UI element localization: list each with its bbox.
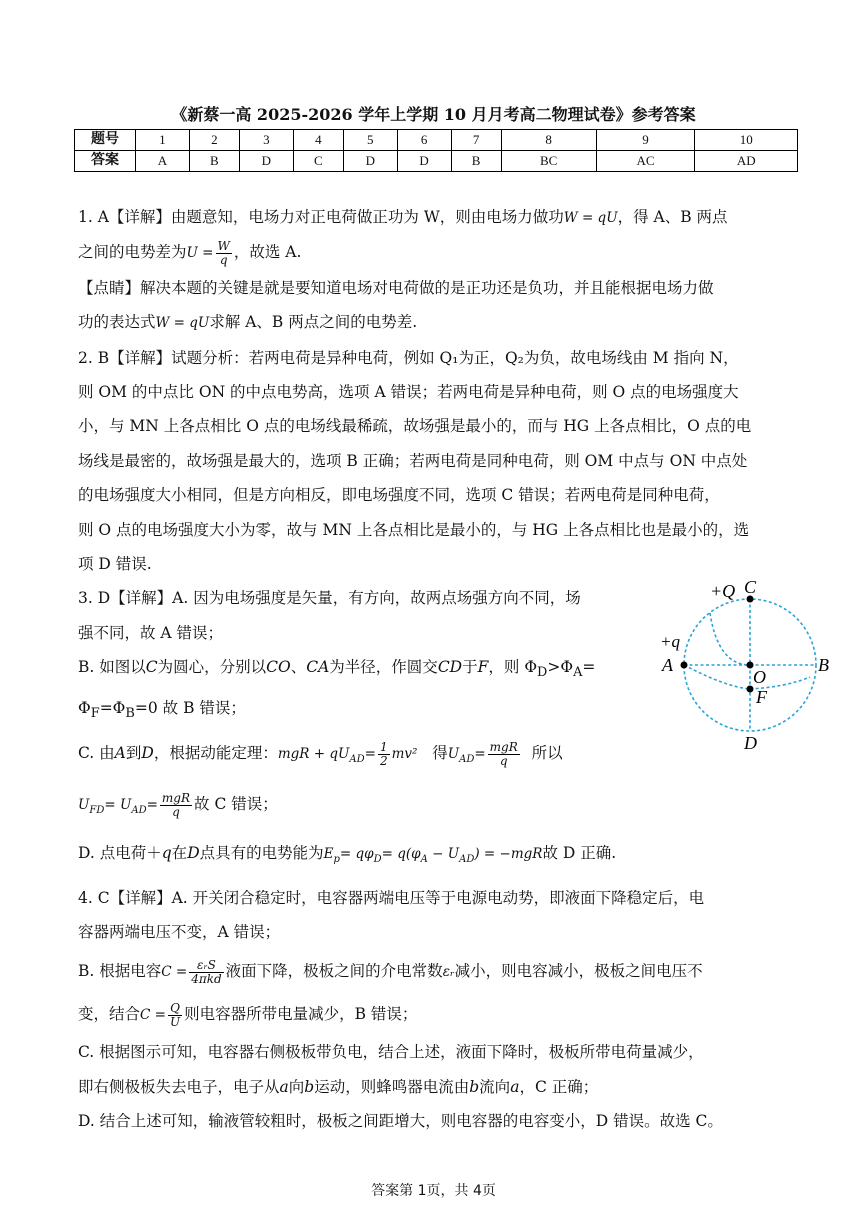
fraction xyxy=(488,741,520,768)
symbol: CD xyxy=(437,658,463,677)
formula: C = xyxy=(140,1007,166,1024)
answer-table-number-row xyxy=(75,130,798,151)
symbol: A xyxy=(114,744,126,763)
text: 即右侧极板失去电子，电子从 xyxy=(78,1077,280,1096)
numerator: mgR xyxy=(161,790,191,805)
fraction xyxy=(160,792,192,819)
text: 点具有的电势能为 xyxy=(199,844,324,863)
text: 在 xyxy=(171,844,188,863)
formula: C = xyxy=(161,964,188,981)
table-cell: D xyxy=(239,151,293,172)
label-plus-q-small: +q xyxy=(660,632,680,651)
formula: W = qU xyxy=(563,210,618,226)
formula: ) = −mgR xyxy=(474,846,543,863)
text: 所以 xyxy=(531,744,563,763)
denominator: q xyxy=(219,252,228,267)
q3-line-1: 3. D【详解】A. 因为电场强度是矢量，有方向，故两点场强方向不同，场 xyxy=(78,589,581,608)
text: 故 C 错误； xyxy=(194,795,278,814)
fraction xyxy=(378,741,390,768)
symbol: εᵣ xyxy=(442,964,455,981)
formula: − U xyxy=(427,846,460,863)
text: ，故选 A. xyxy=(233,243,302,262)
table-cell: AC xyxy=(596,151,695,172)
text: 得 xyxy=(432,744,448,763)
q3-line-2: 强不同，故 A 错误； xyxy=(78,623,224,642)
answer-table-answer-row xyxy=(75,151,798,172)
table-cell: 6 xyxy=(397,130,451,151)
label-b: B xyxy=(818,655,829,675)
page-footer: 答案第 1页，共 4页 xyxy=(371,1183,496,1199)
q4-line-3 xyxy=(78,949,794,994)
text: 向 xyxy=(288,1077,305,1096)
q2-line: 的电场强度大小相同，但是方向相反，即电场强度不同，选项 C 错误；若两电荷是同种电荷， xyxy=(78,486,720,505)
text: ，根据动能定理： xyxy=(153,744,278,763)
answer-table xyxy=(74,129,798,172)
table-cell: 10 xyxy=(695,130,798,151)
point-a xyxy=(681,662,688,669)
text: 运动，则蜂鸣器电流由 xyxy=(314,1077,470,1096)
symbol: CO xyxy=(266,658,291,677)
subscript: p xyxy=(333,854,340,866)
table-cell: B xyxy=(189,151,239,172)
q3-line-7 xyxy=(78,833,794,880)
symbol: a xyxy=(510,1077,520,1096)
text: ，则 Φ xyxy=(488,658,538,677)
table-cell: 4 xyxy=(293,130,343,151)
subscript: A xyxy=(573,665,583,681)
text: >Φ xyxy=(547,658,574,677)
table-cell: 5 xyxy=(343,130,397,151)
text: 到 xyxy=(125,744,142,763)
q1-line-1 xyxy=(78,200,794,235)
subscript: A xyxy=(420,854,428,866)
table-cell: A xyxy=(136,151,190,172)
q2-line: 场线是最密的，故场强是最大的，选项 B 正确；若两电荷是同种电荷，则 OM 中点与 ON 中点处 xyxy=(78,451,748,470)
table-cell: 9 xyxy=(596,130,695,151)
subscript: AD xyxy=(131,805,147,817)
numerator: Q xyxy=(168,1002,182,1016)
q4-line-5: C. 根据图示可知，电容器右侧极板带负电，结合上述，液面下降时，极板所带电荷量减少， xyxy=(78,1043,704,1062)
label-c: C xyxy=(744,577,757,597)
formula: = xyxy=(146,797,158,814)
table-cell: 3 xyxy=(239,130,293,151)
text: 流向 xyxy=(479,1077,511,1096)
q1-note-2 xyxy=(78,305,794,340)
text: B. 根据电容 xyxy=(78,962,162,981)
text: =Φ xyxy=(99,698,126,717)
q1-line-2 xyxy=(78,235,794,270)
text: ，C 正确； xyxy=(519,1077,599,1096)
q1-note-1: 【点睛】解决本题的关键是就是要知道电场对电荷做的是正功还是负功，并且能根据电场力做 xyxy=(78,278,714,297)
text: =0 故 B 错误； xyxy=(134,698,246,717)
circle-diagram xyxy=(648,573,838,758)
subscript: AD xyxy=(349,754,365,766)
subscript: F xyxy=(90,705,100,721)
text: 功的表达式 xyxy=(78,313,156,332)
label-plus-q-big: +Q xyxy=(710,581,736,601)
text: D. 点电荷＋ xyxy=(78,844,162,863)
fraction xyxy=(168,1002,182,1029)
formula: = U xyxy=(104,797,132,814)
subscript: FD xyxy=(89,805,105,817)
q3-line-5 xyxy=(78,731,663,782)
formula: U xyxy=(78,797,90,814)
label-d: D xyxy=(744,733,757,753)
q2-line: 项 D 错误. xyxy=(78,555,152,574)
table-cell: BC xyxy=(501,151,596,172)
denominator: U xyxy=(169,1014,181,1029)
subscript: AD xyxy=(459,754,475,766)
subscript: D xyxy=(537,665,548,681)
lower-arc-a xyxy=(684,665,750,689)
label-f: F xyxy=(756,687,767,707)
text: 求解 A、B 两点之间的电势差. xyxy=(209,313,418,332)
formula: = xyxy=(474,746,486,763)
numerator: W xyxy=(217,238,230,253)
text: C. 由 xyxy=(78,744,115,763)
table-cell: D xyxy=(397,151,451,172)
table-cell: 7 xyxy=(451,130,501,151)
text: 1. A【详解】由题意知，电场力对正电荷做正功为 W，则由电场力做功 xyxy=(78,208,564,226)
formula: E xyxy=(323,846,334,863)
q2-line: 则 OM 的中点比 ON 的中点电势高，选项 A 错误；若两电荷是异种电荷，则 O 点的电场强度大 xyxy=(78,383,739,402)
text: 液面下降，极板之间的介电常数 xyxy=(225,962,443,981)
denominator: q xyxy=(499,753,508,768)
arc-co xyxy=(710,613,750,665)
numerator: mgR xyxy=(489,739,518,754)
text: ，得 A、B 两点 xyxy=(617,208,728,226)
text: 、 xyxy=(290,658,307,677)
table-cell: D xyxy=(343,151,397,172)
text: B. 如图以 xyxy=(78,658,146,677)
table-cell: 1 xyxy=(136,130,190,151)
symbol: F xyxy=(477,658,489,677)
text: 减小，则电容减小，极板之间电压不 xyxy=(454,962,703,981)
q3-line-4 xyxy=(78,691,663,732)
table-cell: AD xyxy=(695,151,798,172)
q4-line-4 xyxy=(78,994,794,1035)
label-a: A xyxy=(662,655,673,675)
text: 则电容器所带电量减少，B 错误； xyxy=(184,1005,418,1024)
formula: = xyxy=(364,746,376,763)
q4-line-1: 4. C【详解】A. 开关闭合稳定时，电容器两端电压等于电源电动势，即液面下降稳定后，电 xyxy=(78,888,705,907)
formula: W = qU xyxy=(155,315,210,332)
denominator: 4πkd xyxy=(191,971,222,986)
formula: U = xyxy=(186,245,214,262)
q3-line-6 xyxy=(78,782,663,833)
denominator: 2 xyxy=(379,753,388,768)
q2-line: 小，与 MN 上各点相比 O 点的电场线最稀疏，故场强是最小的，而与 HG 上各点相比，O 点的电 xyxy=(78,417,752,436)
text: 为圆心，分别以 xyxy=(157,658,267,677)
q2-line: 2. B【详解】试题分析：若两电荷是异种电荷，例如 Q₁为正，Q₂为负，故电场线由 M 指向 N， xyxy=(78,348,739,367)
table-cell: B xyxy=(451,151,501,172)
symbol: b xyxy=(304,1077,315,1096)
header-label: 题号 xyxy=(75,130,136,151)
table-cell: 8 xyxy=(501,130,596,151)
formula: mgR + qU xyxy=(277,746,350,763)
page-title: 《新蔡一高 2025-2026 学年上学期 10 月月考高二物理试卷》参考答案 xyxy=(171,105,696,124)
symbol: C xyxy=(145,658,158,677)
text: 故 D 正确. xyxy=(542,844,617,863)
denominator: q xyxy=(172,804,180,819)
numerator: 1 xyxy=(379,739,388,754)
symbol: a xyxy=(279,1077,289,1096)
fraction xyxy=(216,240,232,267)
text: = xyxy=(582,658,596,677)
symbol: D xyxy=(141,744,154,763)
symbol: CA xyxy=(306,658,330,677)
formula: U xyxy=(447,746,460,763)
formula: = qφ xyxy=(339,846,374,863)
text: 于 xyxy=(462,658,478,677)
symbol: q xyxy=(161,844,172,863)
subscript: D xyxy=(373,854,382,866)
table-cell: C xyxy=(293,151,343,172)
table-cell: 2 xyxy=(189,130,239,151)
numerator: εᵣS xyxy=(189,959,223,973)
q3-line-3 xyxy=(78,650,663,691)
q4-line-2: 容器两端电压不变，A 错误； xyxy=(78,922,281,941)
formula: mv² xyxy=(391,746,418,763)
formula: = q(φ xyxy=(381,846,421,863)
q2-line: 则 O 点的电场强度大小为零，故与 MN 上各点相比是最小的，与 HG 上各点相比也是最小的，选 xyxy=(78,520,750,539)
symbol: b xyxy=(469,1077,480,1096)
subscript: B xyxy=(125,705,135,721)
q4-line-7: D. 结合上述可知，输液管较粗时，极板之间距增大，则电容器的电容变小，D 错误。故选 C。 xyxy=(78,1112,723,1131)
text: 为半径，作圆交 xyxy=(329,658,438,677)
answer-label: 答案 xyxy=(75,151,136,172)
text: 之间的电势差为 xyxy=(78,243,187,262)
text: 变，结合 xyxy=(78,1005,141,1024)
q4-line-6 xyxy=(78,1070,794,1104)
fraction xyxy=(189,959,223,986)
symbol: D xyxy=(187,844,200,863)
subscript: AD xyxy=(459,854,475,866)
text: Φ xyxy=(78,698,91,717)
label-o: O xyxy=(753,667,766,687)
